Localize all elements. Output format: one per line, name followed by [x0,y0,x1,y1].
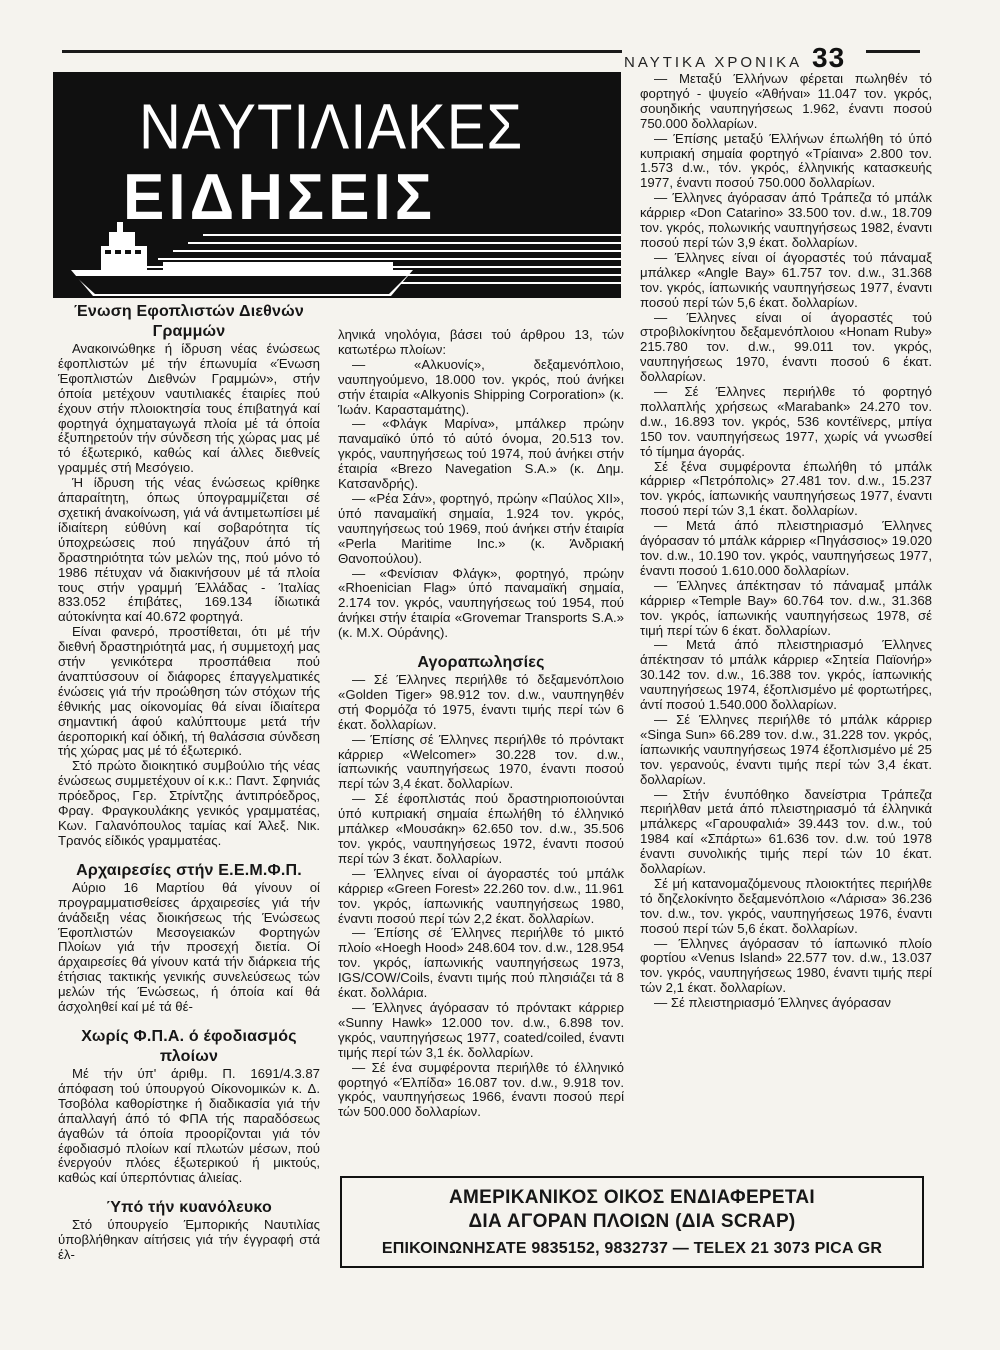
article-paragraph: — Σέ έφοπλιστάς πού δραστηριοποιούνται ύπό κυπριακή σημαία έπωλήθη τό έλληνικό μπάλκερ «Μουσάκη» 62.650 τον. d.w., 35.506 τον. γκρός, ναυπηγήσεως 1972, έναντι ποσού περί τών 3 έκατ. δολλαρίων. [338,791,624,866]
article-paragraph: ληνικά νηολόγια, βάσει τού άρθρου 13, τών κατωτέρω πλοίων: [338,327,624,357]
article-paragraph: Σέ ξένα συμφέροντα έπωλήθη τό μπάλκ κάρριερ «Πετρόπολις» 27.481 τον. d.w., 15.237 τον. γκρός, ίαπωνικής ναυπηγήσεως 1977, έναντι ποσού περί τών 3,1 έκατ. δολλαρίων. [640,458,932,519]
banner-title-line1: ΝΑΥΤΙΛΙΑΚΕΣ [139,91,524,163]
ad-contact-line: ΕΠΙΚΟΙΝΩΝΗΣΑΤΕ 9835152, 9832737 — TELEX 21 3073 PICA GR [381,1240,883,1257]
article-heading: Αγοραπωλησίες [417,654,545,672]
section-banner [53,72,621,298]
article-paragraph: — Σέ πλειστηριασμό Έλληνες άγόρασαν [654,995,891,1011]
ad-line-1: ΑΜΕΡΙΚΑΝΙΚΟΣ ΟΙΚΟΣ ΕΝΔΙΑΦΕΡΕΤΑΙ [449,1187,815,1208]
article-paragraph: — Έπίσης σέ Έλληνες περιήλθε τό πρόντακτ κάρριερ «Welcomer» 30.228 τον. d.w., ίαπωνικής ναυπηγήσεως 1970, έναντι ποσού περί τών 3,4 έκατ. δολλαρίων. [338,731,624,792]
running-title: ΝΑΥΤΙΚΑ ΧΡΟΝΙΚΑ [624,54,803,71]
page-number: 33 [812,42,846,73]
article-paragraph: Ή ίδρυση τής νέας ένώσεως κρίθηκε άπαραίτητη, όπως ύπογραμμίζεται σέ σχετική άνακοίνωση, γιά νά άντιμετωπίσει μέ ίδιαίτερη εύθύνη καί σοβαρότητα τίς ύποχρεώσεις πού πηγάζουν άπό τή δραστηριότητα τών μελών της, πού μόνο τό 1986 πέτυχαν νά διακινήσουν μέ τά πλοία τους στήν γραμμή Έλλάδας - Ίταλίας 833.052 έπιβάτες, 169.134 ίδιωτικά αύτοκίνητα καί 40.672 φορτηγά. [58,475,320,625]
article-paragraph: — «Φενίσιαν Φλάγκ», φορτηγό, πρώην «Rhoenician Flag» ύπό παναμαϊκή σημαία, 2.174 τον. γκρός, ναυπηγήσεως τού 1954, πού άνήκει στήν έταιρία «Grovemar Transports S.A.» (κ. Μ.Χ. Ούράνης). [338,565,624,641]
article-paragraph: — Σέ Έλληνες περιήλθε τό φορτηγό πολλαπλής χρήσεως «Marabank» 24.270 τον. d.w., 16.893 τον. γκρός, 536 κοντέϊνερς, μπίγα 150 τον. ναυπηγήσεως 1977, χωρίς νά γνωσθεί τό τίμημα άγοράς. [640,384,932,459]
article-paragraph: — Έλληνες είναι οί άγοραστές τού στροβιλοκίνητου δεξαμενόπλοιου «Honam Ruby» 215.780 τον. d.w., 99.011 τον. γκρός, ναυπηγήσεως 1970, έναντι ποσού 6 έκατ. δολλαρίων. [640,309,932,385]
article-paragraph: — Μεταξύ Έλλήνων φέρεται πωληθέν τό φορτηγό - ψυγείο «Άθήναι» 11.047 τον. γκρός, σουηδικής ναυπηγήσεως 1.962, έναντι ποσού 750.000 δολλαρίων. [640,71,932,131]
article-paragraph: — Έλληνες είναι οί άγοραστές τού μπάλκ κάρριερ «Green Forest» 22.260 τον. d.w., 11.961 τον. γκρός, ίαπωνικής ναυπηγήσεως 1980, έναντι ποσού περί τών 2,2 έκατ. δολλαρίων. [338,865,624,926]
header-rule-right [866,50,920,53]
article-paragraph: — «Αλκυονίς», δεξαμενόπλοιο, ναυπηγούμενο, 18.000 τον. γκρός, πού άνήκει στήν έταιρία «Alkyonis Shipping Corporation» (κ. Ίωάν. Καρασταμάτης). [338,356,624,417]
article-paragraph: — Μετά άπό πλειστηριασμό Έλληνες άγόρασαν τό μπάλκ κάρριερ «Πηγάσσιος» 19.020 τον. d.w., 10.190 τον. γκρός, ναυπηγήσεως 1977, έναντι ποσού 1.610.000 δολλαρίων. [640,518,932,578]
article-paragraph: Στό πρώτο διοικητικό συμβούλιο τής νέας ένώσεως συμμετέχουν οί κ.κ.: Παντ. Σφηνιάς πρόεδρος, Γερ. Στρίντζης άντιπρόεδρος, Φραγ. Φραγκουλάκης γενικός γραμματέας, Κων. Γαλανόπουλος ταμίας καί Άλεξ. Νικ. Τρανός είδικός γραμματέας. [58,758,320,848]
article-paragraph: — «Φλάγκ Μαρίνα», μπάλκερ πρώην παναμαϊκό ύπό τό αύτό όνομα, 20.513 τον. γκρός, ναυπηγήσεως τού 1974, πού άνήκει στήν έταιρία «Brezo Navegation S.A.» (κ. Δημ. Κατσανδρής). [338,416,624,492]
article-paragraph: — Έλληνες άγόρασαν τό πρόντακτ κάρριερ «Sunny Hawk» 12.000 τον. d.w., 6.898 τον. γκρός, ναυπηγήσεως 1977, coated/coiled, έναντι τιμής περί τών 3,1 έκ. δολλαρίων. [338,999,624,1060]
article-paragraph: — Στήν ένυπόθηκο δανείστρια Τράπεζα περιήλθαν μετά άπό πλειστηριασμό τά έλληνικά μπάλκερς «Γαρουφαλιά» 39.443 τον. d.w., τού 1984 καί «Σπάρτω» 61.636 τον. d.w. τού 1978 έναντι συνολικής τιμής περί τών 10 έκατ. δολλαρίων. [640,786,932,877]
article-heading: Χωρίς Φ.Π.Α. ό έφοδιασμός πλοίων [81,1027,297,1065]
article-paragraph: — Σέ Έλληνες περιήλθε τό δεξαμενόπλοιο «Golden Tiger» 98.912 τον. d.w., ναυπηγηθέν στή Φορμόζα τό 1975, έναντι τιμής περί τών 6 έκατ. δολλαρίων. [338,672,624,732]
article-paragraph: Στό ύπουργείο Έμπορικής Ναυτιλίας ύποβλήθηκαν αίτήσεις γιά τήν έγγραφή στά έλ- [58,1217,320,1263]
article-paragraph: — Έπίσης μεταξύ Έλλήνων έπωλήθη τό ύπό κυπριακή σημαία φορτηγό «Τρίαινα» 2.800 τον. 1.573 d.w., τόν. γκρός, έλληνικής κατασκευής 1977, έναντι ποσού 750.000 δολλαρίων. [640,130,932,191]
article-paragraph: — Έλληνες άγόρασαν άπό Τράπεζα τό μπάλκ κάρριερ «Don Catarino» 33.500 τον. d.w., 18.709 τον. γκρός, πολωνικής ναυπηγήσεως 1982, έναντι ποσού περί τών 3,9 έκατ. δολλαρίων. [640,190,932,250]
article-paragraph: — Σέ Έλληνες περιήλθε τό μπάλκ κάρριερ «Singa Sun» 66.289 τον. d.w., 31.228 τον. γκρός, ίαπωνικής ναυπηγήσεως 1974 έξοπλισμένο μέ 25 τον. γερανούς, έναντι τιμής περί τών 3,4 έκατ. δολλαρίων. [640,711,932,787]
article-paragraph: — «Ρέα Σάν», φορτηγό, πρώην «Παύλος ΧΙΙ», ύπό παναμαϊκή σημαία, 1.924 τον. γκρός, ναυπηγήσεως τού 1969, πού άνήκει στήν έταιρία «Perla Maritime Inc.» (κ. Άνδριακή Θανοπούλου). [338,490,624,566]
article-paragraph: Μέ τήν ύπ' άριθμ. Π. 1691/4.3.87 άπόφαση τού ύπουργού Οίκονομικών κ. Δ. Τσοβόλα καθορίστηκε ή διαδικασία γιά τήν άπαλλαγή άπό τό ΦΠΑ τής παραδόσεως άγαθών τά όποία προορίζονται γιά τόν έφοδιασμό πλοίων καί πλωτών μέσων, πού ένεργούν πλόες έξωτερικού ή μικτούς, καθώς καί ύπερπόντιας άλιείας. [58,1065,320,1186]
article-heading: Ύπό τήν κυανόλευκο [106,1199,272,1217]
advertisement-box [340,1176,924,1268]
column-left [58,302,320,1263]
header-rule-left [62,50,622,53]
article-paragraph: Αύριο 16 Μαρτίου θά γίνουν οί προγραμματισθείσες άρχαιρεσίες γιά τήν άνάδειξη νέας διοικήσεως τής Ένώσεως Έφοπλιστών Μεσογειακών Φορτηγών Πλοίων γιά τήν προσεχή διετία. Οί άρχαιρεσίες θά γίνουν κατά τήν διάρκεια τής έτήσιας τακτικής γενικής συνελεύσεως τών μελών τής Ένώσεως, ή όποία καί θά άσχοληθεί καί μέ τά θέ- [58,879,320,1015]
article-paragraph: — Έπίσης σέ Έλληνες περιήλθε τό μικτό πλοίο «Hoegh Hood» 248.604 τον. d.w., 128.954 τον. γκρός, ίαπωνικής ναυπηγήσεως 1973, IGS/COW/Coils, έναντι τιμής πού πλησιάζει τά 8 έκατ. δολλάρια. [338,925,624,1001]
article-paragraph: Ανακοινώθηκε ή ίδρυση νέας ένώσεως έφοπλιστών μέ τήν έπωνυμία «Ένωση Έφοπλιστών Διεθνών Γραμμών», στήν όποία μετέχουν ναυτιλιακές έταιρίες πού έχουν στήν πλοιοκτησία τους έπιβατηγά καί φορτηγά όχηματαγωγά πλοία μέ τά όποία έξυπηρετούν τήν σύνδεση τής χώρας μας μέ τό έξωτερικό, καθώς καί άλλες διεθνείς γραμμές στή Μεσόγειο. [58,341,320,476]
article-paragraph: — Έλληνες άγόρασαν τό ίαπωνικό πλοίο φορτίου «Venus Island» 22.577 τον. d.w., 13.037 τον. γκρός, ναυπηγήσεως 1980, έναντι τιμής περί τών 2,1 έκατ. δολλαρίων. [640,935,932,996]
ad-line-2: ΔΙΑ ΑΓΟΡΑΝ ΠΛΟΙΩΝ (ΔΙΑ SCRAP) [468,1211,796,1232]
article-heading: Αρχαιρεσίες στήν Ε.Ε.Μ.Φ.Π. [76,861,302,879]
article-paragraph: Σέ μή κατανομαζόμενους πλοιοκτήτες περιήλθε τό δηζελοκίνητο δεξαμενόπλοιο «Λάρισα» 36.236 τον. d.w., τον. γκρός, ναυπηγήσεως 1976, έναντι ποσού περί τών 5,6 έκατ. δολλαρίων. [640,875,932,936]
column-right [640,72,932,1011]
article-paragraph: — Μετά άπό πλειστηριασμό Έλληνες άπέκτησαν τό μπάλκ κάρριερ «Σητεία Παϊονήρ» 30.142 τον. d.w., 16.388 τον. γκρός, ίαπωνικής ναυπηγήσεως 1974, έξοπλισμένο μέ φορτωτήρες, άντί ποσού 1.540.000 δολλαρίων. [640,637,932,713]
column-middle [338,328,624,1120]
article-paragraph: — Έλληνες είναι οί άγοραστές τού πάναμαξ μπάλκερ «Angle Bay» 61.757 τον. d.w., 31.368 τον. γκρός, ίαπωνικής ναυπηγήσεως 1977, έναντι ποσού περί τών 5,6 έκατ. δολλαρίων. [640,249,932,310]
article-paragraph: Είναι φανερό, προστίθεται, ότι μέ τήν διεθνή δραστηριότητά μας, ή συμμετοχή μας στήν γενικότερα προσπάθεια πού άναπτύσσουν οί διάφορες έπαγγελματικές ένώσεις γιά τήν προώθηση τών στόχων τής έθνικής μας οίκονομίας θά είναι ίδιαίτερα σημαντική άφού καλύπτουμε μετά τήν άεροπορική καί όδική, τή θαλάσσια σύνδεση τής χώρας μας μέ τό έξωτερικό. [58,624,320,759]
banner-title-line2: ΕΙΔΗΣΕΙΣ [123,161,436,234]
article-paragraph: — Έλληνες άπέκτησαν τό πάναμαξ μπάλκ κάρριερ «Temple Bay» 60.764 τον. d.w., 31.368 τον. γκρός, ίαπωνικής ναυπηγήσεως 1978, σέ τιμή περί τών 6 έκατ. δολλαρίων. [640,577,932,638]
article-heading: Ένωση Εφοπλιστών Διεθνών Γραμμών [74,303,304,340]
article-paragraph: — Σέ ένα συμφέροντα περιήλθε τό έλληνικό φορτηγό «Έλπίδα» 16.087 τον. d.w., 9.918 τον. γκρός, ναυπηγήσεως 1966, έναντι ποσού περί τών 500.000 δολλαρίων. [338,1059,624,1120]
